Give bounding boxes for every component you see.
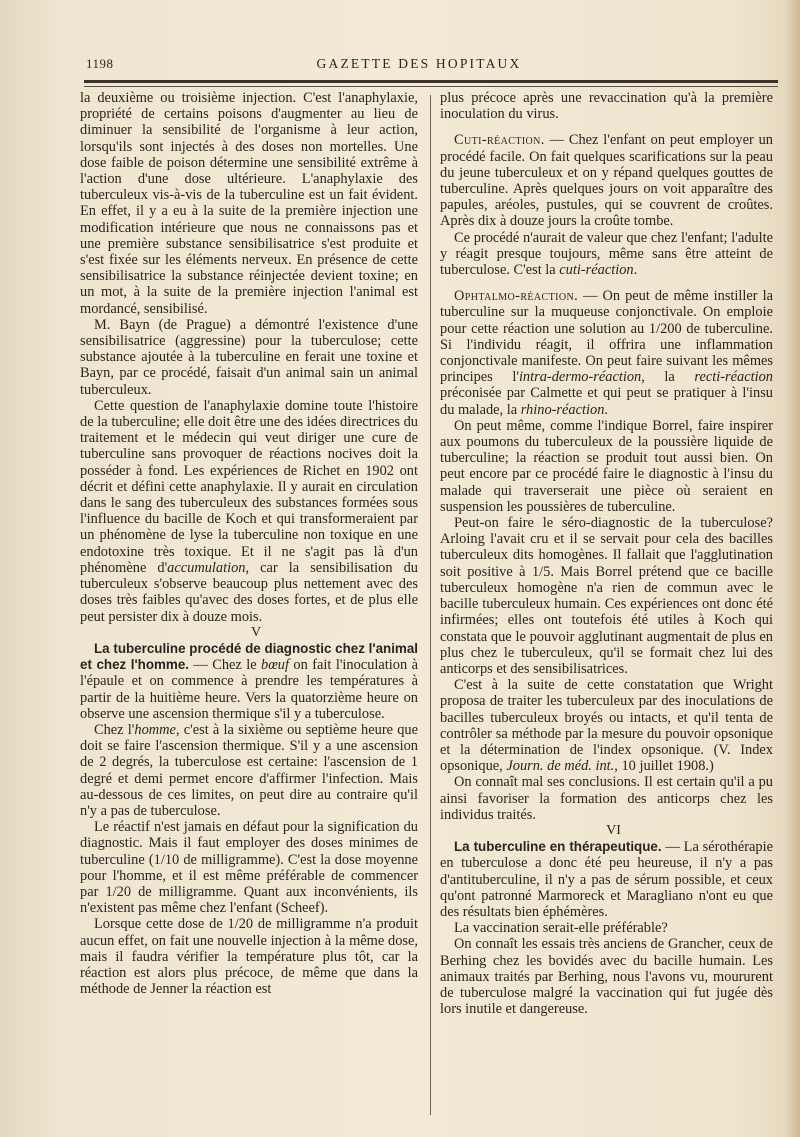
section-vi-title: La tuberculine en thérapeutique. [454, 839, 662, 855]
paragraph: Ce procédé n'aurait de valeur que chez l'enfant; l'adulte y réagit presque toujours, même sans être atteint de tuberculose. C'est la cuti-réaction. [440, 229, 773, 279]
paragraph: La vaccination serait-elle préférable? [454, 920, 668, 937]
paragraph: Chez l'homme, c'est à la sixième ou septième heure que doit se faire l'ascension thermique. S'il y a une ascension de 2 degrés, la tuberculose est certaine: l'ascension de 1 degré et demi permet encore d'affirmer l'infection. Mais au-dessous de ces limites, on peut dire au contraire qu'il n'y a pas de tuberculose. [80, 721, 418, 819]
paragraph: M. Bayn (de Prague) a démontré l'existence d'une sensibilisatrice (aggressine) pour la tuberculose; cette substance ajoutée à la tuberculine en ferait une toxine et Bayn, par ce procédé, faisait d'un animal sain un animal tuberculeux. [80, 316, 418, 398]
paragraph: On peut même, comme l'indique Borrel, faire inspirer aux poumons du tuberculeux de la poussière liquide de tuberculine; la réaction se produit tout aussi bien. On peut encore par ce procédé faire le diagnostic à l'insu du malade qui traverserait une pièce où seraient en suspension les poussières de tuberculine. [440, 417, 773, 515]
page-header [60, 54, 778, 76]
paragraph: la deuxième ou troisième injection. C'est l'anaphylaxie, propriété de certains poisons d'augmenter au lieu de diminuer la sensibilité de l'organisme à leur action, lorsqu'ils sont injectés à des doses non mortelles. Une dose faible de poison détermine une sensibilité extrême à l'action d'une dose ultérieure. L'anaphylaxie des tuberculeux vis-à-vis de la tuberculine est un fait évident. En effet, il y a eu à la suite de la première injection une modification intérieure que nous ne connaissons pas et une première substance sensibilisatrice s'est produite et s'est fixée sur les éléments nerveux. En présence de cette sensibilisatrice la substance réinjectée devient toxine; en un mot, à la suite de la première injection l'animal est mordancé, sensibilisé. [80, 90, 418, 317]
ophtalmo-reaction-paragraph: Ophtalmo-réaction. — On peut de même instiller la tuberculine sur la muqueuse conjonctivale. On emploie pour cette réaction une solution au 1/200 de tuberculine. Si l'individu réagit, il offrira une inflammation conjonctivale manifeste. On peut faire suivant les mêmes principes l'intra-dermo-réaction, la recti-réaction préconisée par Calmette et qui peut se pratiquer à l'insu du malade, la rhino-réaction. [440, 288, 773, 418]
header-rule-thin [84, 86, 778, 87]
paragraph: On connaît les essais très anciens de Grancher, ceux de Berhing chez les bovidés avec du bacille humain. Les animaux traités par Berhing, nous l'avons vu, moururent de tuberculose malgré la vaccination qui fut jugée dès lors inutile et dangereuse. [440, 936, 773, 1018]
section-v-title: La tuberculine procédé de diagnostic chez l'animal et chez l'homme. [80, 640, 418, 673]
section-vi-lead: La tuberculine en thérapeutique. — La sérothérapie en tuberculose a donc été peu heureuse, il n'y a pas d'antituberculine, il n'y a pas de sérum possible, et ceux qu'ont patronné Marmoreck et Maragliano n'ont eu que des résultats bien éphémères. [440, 839, 773, 920]
paragraph: plus précoce après une revaccination qu'à la première inoculation du virus. [440, 90, 773, 123]
cuti-reaction-label: Cuti-réaction. [454, 132, 545, 149]
cuti-reaction-paragraph: Cuti-réaction. — Chez l'enfant on peut employer un procédé facile. On fait quelques scarifications sur la peau du jeune tuberculeux et on y répand quelques gouttes de tuberculine. Après quelques jours on voit apparaître des papules, aréoles, pustules, qui se couvrent de croûtes. Après dix à douze jours la croûte tombe. [440, 132, 773, 230]
header-rule-thick [84, 80, 778, 83]
paragraph: Cette question de l'anaphylaxie domine toute l'histoire de la tuberculine; elle doit être une des idées directrices du traitement et le médecin qui veut diriger une cure de tuberculine sans provoquer de réactions nocives doit la posséder à fond. Les expériences de Richet en 1902 ont décrit et défini cette anaphylaxie. Il y aurait en circulation dans le sang des tuberculeux des substances formées sous l'influence du bacille de Koch et qui transformeraient par un phénomène de lyse la tuberculine non toxique en une endotoxine très toxique. Et il ne s'agit pas là d'un phénomène d'accumulation, car la sensibilisation du tuberculeux s'observe beaucoup plus nettement avec des doses très faibles qu'avec des doses fortes, et de plus elle peut persister dix à douze mois. [80, 397, 418, 625]
paragraph: On connaît mal ses conclusions. Il est certain qu'il a pu ainsi favoriser la formation des anticorps chez les individus traités. [440, 774, 773, 823]
column-divider [430, 95, 431, 1115]
section-number-vi: VI [606, 822, 621, 838]
page-number: 1198 [86, 56, 114, 71]
journal-title: GAZETTE DES HOPITAUX [316, 56, 522, 71]
paragraph: Lorsque cette dose de 1/20 de milligramme n'a produit aucun effet, on fait une nouvelle injection à la même dose, mais il faudra vérifier la température plus tôt, car la réaction est alors plus précoce, de même que dans la méthode de Jenner la réaction est [80, 916, 418, 998]
right-column [440, 90, 773, 1017]
section-v-lead: La tuberculine procédé de diagnostic chez l'animal et chez l'homme. — Chez le bœuf on fait l'inoculation à l'épaule et on commence à prendre les températures à partir de la huitième heure. Vers la quatorzième heure on observe une ascension thermique s'il y a tuberculose. [80, 640, 418, 722]
left-column [80, 90, 418, 997]
paragraph: Le réactif n'est jamais en défaut pour la signification du diagnostic. Mais il faut employer des doses minimes de tuberculine (1/10 de milligramme). C'est la dose moyenne pour l'homme, et il est même préférable de commencer par 1/20 de milligramme. Quant aux inconvénients, ils n'existent pas même chez l'enfant (Scheef). [80, 819, 418, 917]
paragraph: Peut-on faire le séro-diagnostic de la tuberculose? Arloing l'avait cru et il se servait pour cela des bacilles tuberculeux dits homogènes. Il fallait que l'agglutination soit positive à 1/5. Mais Borrel prétend que ce bacille tuberculeux homogène n'a rien de commun avec le bacille tuberculeux humain. Ces expériences ont donc été infirmées; elles ont toutefois été utiles à Koch qui constata que le pouvoir agglutinant augmentait de plus en plus chez le tuberculeux, qu'il se formait chez lui des anticorps et des sensibilisatrices. [440, 515, 773, 677]
page-edge-shadow [786, 0, 800, 1137]
paragraph: C'est à la suite de cette constatation que Wright proposa de traiter les tuberculeux par des inoculations de bacilles tuberculeux broyés ou intacts, et qu'il tenta de contrôler sa méthode par la mesure du pouvoir opsonique et la détermination de l'index opsonique. (V. Index opsonique, Journ. de méd. int., 10 juillet 1908.) [440, 677, 773, 775]
section-number-v: V [250, 624, 262, 640]
ophtalmo-reaction-label: Ophtalmo-réaction. [454, 288, 579, 305]
